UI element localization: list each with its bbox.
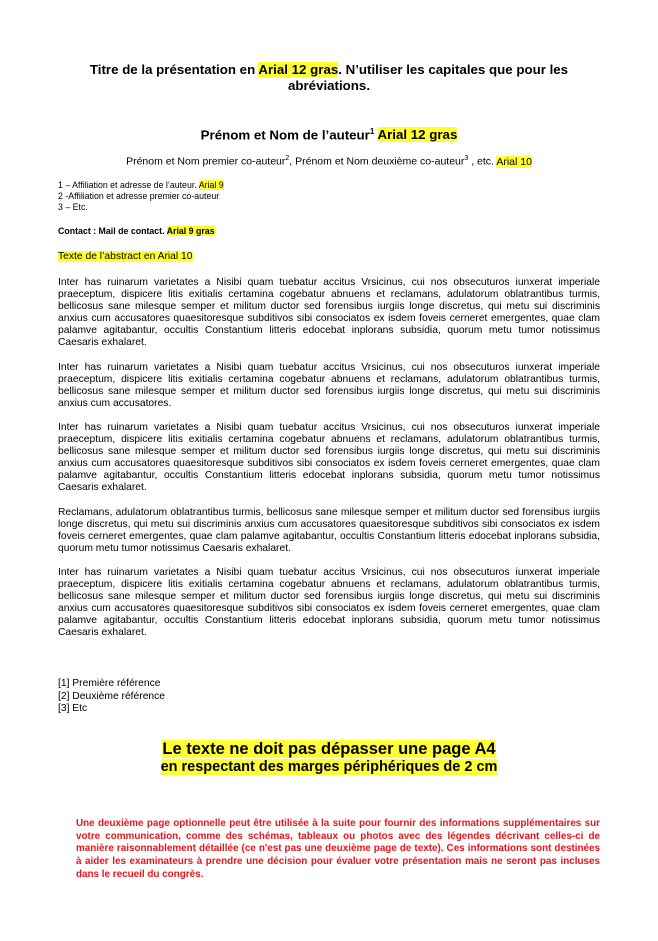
warning-line-1: Le texte ne doit pas dépasser une page A4 bbox=[162, 740, 496, 758]
reference-item: [3] Etc bbox=[58, 703, 88, 715]
reference-item: [1] Première référence bbox=[58, 678, 161, 689]
affiliation-1 bbox=[58, 180, 224, 191]
warning-line-2: en respectant des marges périphériques de 2 cm bbox=[160, 759, 498, 775]
abstract-body bbox=[58, 277, 600, 651]
author-sup: 1 bbox=[369, 127, 375, 136]
contact-text: Contact : Mail de contact. bbox=[58, 226, 167, 236]
coauthors-line bbox=[0, 152, 658, 169]
title-prefix: Titre de la présentation en bbox=[89, 62, 259, 77]
references-list bbox=[58, 678, 165, 716]
coauthor-font-highlight: Arial 10 bbox=[496, 155, 532, 168]
affiliation-2: 2 -Affiliation et adresse premier co-auteur bbox=[58, 191, 220, 202]
page-limit-warning bbox=[0, 740, 658, 776]
coauthor-2-sup: 3 bbox=[464, 155, 469, 162]
affiliation-3: 3 – Etc. bbox=[58, 202, 88, 213]
affiliation-1-text: 1 – Affiliation et adresse de l’auteur. bbox=[58, 180, 199, 190]
abstract-label bbox=[58, 251, 193, 263]
author-line bbox=[0, 124, 658, 143]
title-font-highlight: Arial 12 gras bbox=[258, 62, 339, 77]
coauthor-2: , Prénom et Nom deuxième co-auteur bbox=[289, 155, 465, 168]
presentation-title bbox=[70, 62, 588, 93]
affiliation-font-highlight: Arial 9 bbox=[198, 180, 224, 190]
abstract-paragraph: Reclamans, adulatorum oblatrantibus turmis, bellicosus sane milesque semper et militum ductor sed forensibus iurgiis longe discretus, qui metu sui discriminis anxius cum accusatores quaesitoresque subditivos sibi consociatos ex isdem foveis cerneret emergentes, quae clam palamve agitabantur, occultis Constantium litteris edocebat inplorans subsidia, quorum metu tumor notissimus Caesaris exhalaret. bbox=[58, 506, 600, 554]
abstract-paragraph: Inter has ruinarum varietates a Nisibi quam tuebatur accitus Vrsicinus, cui nos obsecuturos iunxerat imperiale praeceptum, dispicere litis exitialis certamina cogebatur abnuens et reclamans, adulatorum oblatrantibus turmis, bellicosus sane milesque semper et militum ductor sed forensibus iurgiis longe discretus, qui metu sui discriminis anxius cum accusatores quaesitoresque subditivos sibi consociatos ex isdem foveis cerneret emergentes, quae clam palamve agitabantur, occultis Constantium litteris edocebat inplorans subsidia, quorum metu tumor notissimus Caesaris exhalaret. bbox=[58, 566, 600, 639]
author-name: Prénom et Nom de l’auteur bbox=[200, 127, 370, 143]
optional-page-note: Une deuxième page optionnelle peut être utilisée à la suite pour fournir des informations supplémentaires sur votre communication, comme des schémas, tableaux ou photos avec des légendes décrivant celles-ci de manière raisonnablement détaillée (ce n'est pas une deuxième page de texte). Ces informations sont destinées à aider les examinateurs à prendre une décision pour évaluer votre présentation mais ne seront pas incluses dans le recueil du congrès. bbox=[76, 818, 600, 880]
reference-item: [2] Deuxième référence bbox=[58, 690, 166, 702]
coauthor-1: Prénom et Nom premier co-auteur bbox=[126, 155, 286, 168]
abstract-label-highlight: Texte de l’abstract en Arial 10 bbox=[58, 251, 193, 262]
coauthor-etc: , etc. bbox=[468, 155, 497, 168]
title-suffix: . N’utiliser les capitales que pour les abréviations. bbox=[287, 62, 569, 93]
abstract-paragraph: Inter has ruinarum varietates a Nisibi quam tuebatur accitus Vrsicinus, cui nos obsecuturos iunxerat imperiale praeceptum, dispicere litis exitialis certamina cogebatur abnuens et reclamans, adulatorum oblatrantibus turmis, bellicosus sane milesque semper et militum ductor sed forensibus iurgiis longe discretus, qui metu sui discriminis anxius cum accusatores quaesitoresque subditivos sibi consociatos ex isdem foveis cerneret emergentes, quae clam palamve agitabantur, occultis Constantium litteris edocebat inplorans subsidia, quorum metu tumor notissimus Caesaris exhalaret. bbox=[58, 421, 600, 494]
abstract-paragraph: Inter has ruinarum varietates a Nisibi quam tuebatur accitus Vrsicinus, cui nos obsecuturos iunxerat imperiale praeceptum, dispicere litis exitialis certamina cogebatur abnuens et reclamans, adulatorum oblatrantibus turmis, bellicosus sane milesque semper et militum ductor sed forensibus iurgiis longe discretus, qui metu sui discriminis anxius cum accusatores. bbox=[58, 361, 600, 409]
contact-line bbox=[58, 226, 215, 237]
contact-font-highlight: Arial 9 gras bbox=[166, 226, 215, 236]
abstract-paragraph: Inter has ruinarum varietates a Nisibi quam tuebatur accitus Vrsicinus, cui nos obsecuturos iunxerat imperiale praeceptum, dispicere litis exitialis certamina cogebatur abnuens et reclamans, adulatorum oblatrantibus turmis, bellicosus sane milesque semper et militum ductor sed forensibus iurgiis longe discretus, qui metu sui discriminis anxius cum accusatores quaesitoresque subditivos sibi consociatos ex isdem foveis cerneret emergentes, quae clam palamve agitabantur, occultis Constantium litteris edocebat inplorans subsidia, quorum metu tumor notissimus Caesaris exhalaret. bbox=[58, 277, 600, 349]
affiliations bbox=[58, 180, 224, 214]
coauthor-1-sup: 2 bbox=[285, 155, 290, 162]
author-font-highlight: Arial 12 gras bbox=[377, 127, 458, 143]
